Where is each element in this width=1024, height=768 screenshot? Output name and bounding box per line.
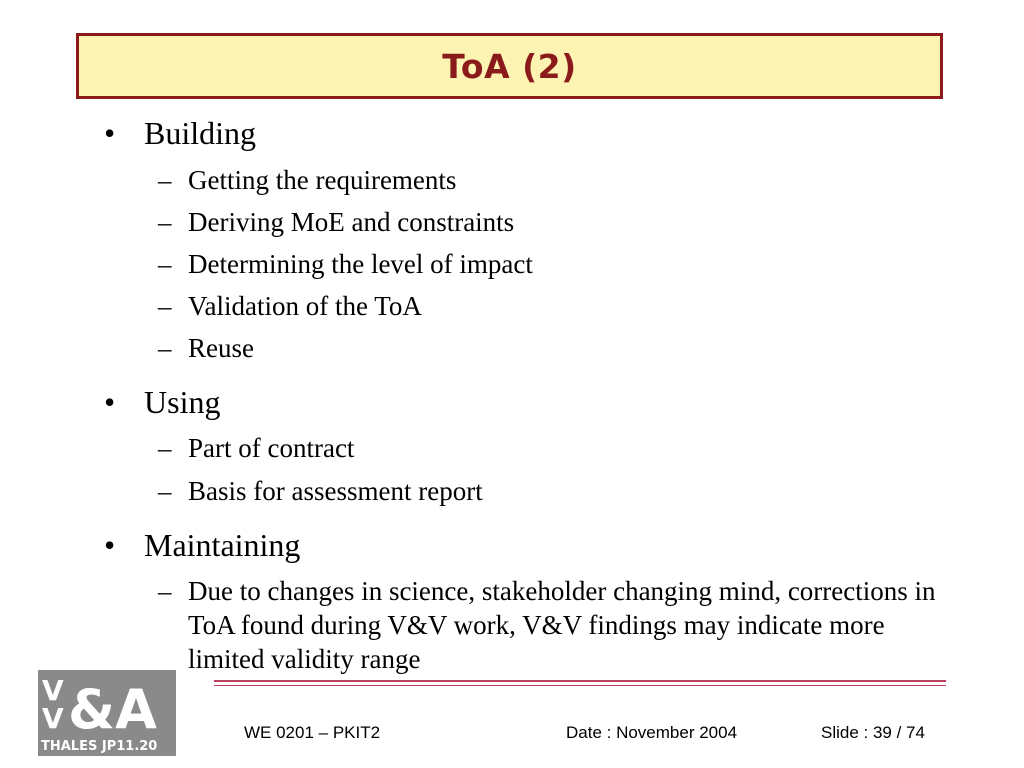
bullet-using	[104, 384, 220, 420]
footer-rule	[214, 685, 946, 686]
footer-rule	[214, 680, 946, 682]
sub-item-text: Determining the level of impact	[188, 249, 533, 279]
sub-item	[158, 574, 948, 676]
dash-icon: –	[158, 333, 172, 363]
svg-text:THALES JP11.20: THALES JP11.20	[41, 739, 158, 754]
footer-date: Date : November 2004	[566, 723, 738, 742]
sub-item	[158, 474, 483, 508]
dash-icon: –	[158, 207, 172, 237]
bullet-heading: Maintaining	[144, 527, 301, 563]
sub-item-text: Getting the requirements	[188, 165, 457, 195]
sub-item-text: Due to changes in science, stakeholder changing mind, corrections in ToA found during V&V work, V&V findings may indicate more limited validity range	[188, 576, 936, 674]
dash-icon: –	[158, 576, 172, 606]
va-thales-logo	[38, 670, 176, 756]
sub-item	[158, 289, 422, 323]
bullet-icon: •	[104, 384, 116, 420]
bullet-icon: •	[104, 527, 116, 563]
title-box	[76, 33, 943, 99]
sub-item	[158, 331, 254, 365]
bullet-icon: •	[104, 115, 116, 151]
svg-text:&A: &A	[68, 678, 157, 741]
slide-title: ToA (2)	[442, 46, 577, 86]
bullet-heading: Building	[144, 115, 257, 151]
sub-item	[158, 431, 354, 465]
logo-graphic	[38, 670, 176, 756]
svg-text:V: V	[42, 674, 64, 707]
sub-item-text: Part of contract	[188, 433, 355, 463]
sub-item	[158, 205, 514, 239]
bullet-maintaining	[104, 527, 300, 563]
sub-item-text: Validation of the ToA	[188, 291, 422, 321]
bullet-building	[104, 115, 256, 151]
sub-item-text: Deriving MoE and constraints	[188, 207, 515, 237]
dash-icon: –	[158, 165, 172, 195]
dash-icon: –	[158, 291, 172, 321]
footer-slide-number: Slide : 39 / 74	[821, 723, 925, 742]
dash-icon: –	[158, 433, 172, 463]
sub-item-text: Basis for assessment report	[188, 476, 483, 506]
dash-icon: –	[158, 249, 172, 279]
sub-item	[158, 247, 533, 281]
footer-course-code: WE 0201 – PKIT2	[244, 723, 381, 742]
dash-icon: –	[158, 476, 172, 506]
bullet-heading: Using	[144, 384, 221, 420]
sub-item	[158, 163, 456, 197]
sub-item-text: Reuse	[188, 333, 254, 363]
svg-text:V: V	[42, 702, 64, 735]
